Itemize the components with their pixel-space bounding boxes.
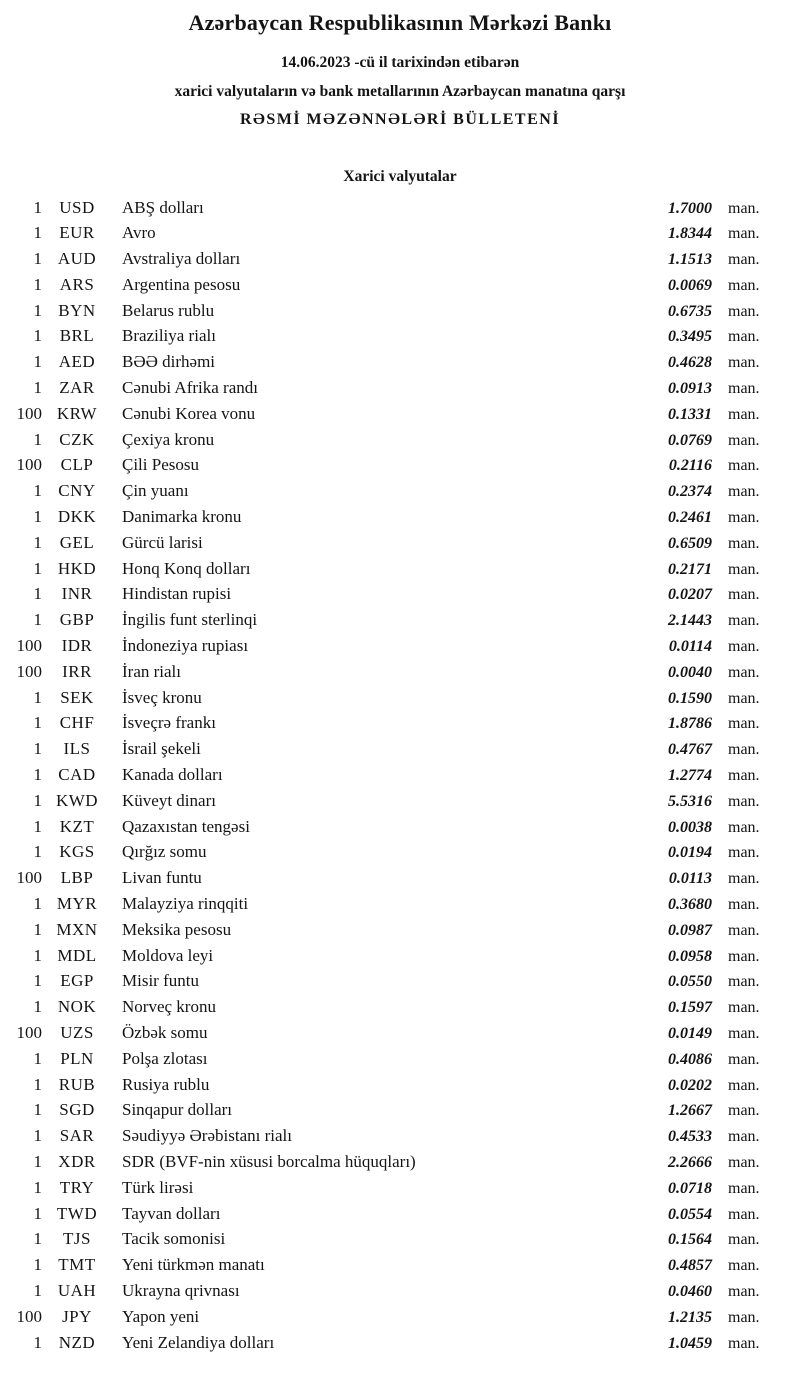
currency-name-cell: BƏƏ dirhəmi (122, 352, 216, 372)
unit-cell: man. (728, 1257, 760, 1275)
quantity-cell: 1 (33, 326, 42, 346)
currency-name-cell: Ukrayna qrivnası (122, 1280, 240, 1300)
rate-row (0, 842, 800, 868)
currency-code-cell: ZAR (59, 378, 95, 398)
currency-name-cell: Çin yuanı (122, 481, 189, 501)
unit-cell: man. (728, 689, 760, 707)
currency-code-cell: UAH (57, 1280, 97, 1300)
currency-name-cell: Qırğız somu (122, 842, 207, 862)
rate-row (0, 1178, 800, 1204)
currency-name-cell: Səudiyyə Ərəbistanı rialı (122, 1126, 292, 1146)
rate-value-cell: 0.0554 (668, 1205, 712, 1223)
rate-row (0, 533, 800, 559)
unit-cell: man. (728, 276, 760, 294)
currency-code-cell: ARS (59, 274, 95, 294)
quantity-cell: 1 (33, 1332, 42, 1352)
quantity-cell: 100 (16, 1306, 42, 1326)
rate-row (0, 946, 800, 972)
currency-code-cell: KZT (59, 816, 95, 836)
unit-cell: man. (728, 560, 760, 578)
rate-value-cell: 0.1331 (668, 405, 712, 423)
unit-cell: man. (728, 251, 760, 269)
currency-code-cell: INR (61, 584, 93, 604)
rate-row (0, 1100, 800, 1126)
currency-name-cell: Yapon yeni (122, 1306, 200, 1326)
quantity-cell: 100 (16, 1023, 42, 1042)
unit-cell: man. (728, 767, 760, 785)
rate-value-cell: 0.0460 (668, 1282, 712, 1300)
quantity-cell: 1 (33, 997, 42, 1017)
currency-name-cell: Özbək somu (122, 1023, 208, 1042)
currency-code-cell: KWD (55, 790, 99, 810)
unit-cell: man. (728, 1231, 760, 1249)
quantity-cell: 1 (33, 481, 42, 501)
unit-cell: man. (728, 1153, 760, 1171)
currency-name-cell: Moldova leyi (122, 945, 214, 965)
rate-row (0, 584, 800, 610)
currency-name-cell: Honq Konq dolları (122, 558, 251, 578)
rate-value-cell: 1.7000 (668, 199, 712, 217)
rate-row (0, 1049, 800, 1075)
currency-code-cell: CNY (58, 481, 96, 501)
currency-code-cell: TMT (58, 1255, 96, 1275)
currency-name-cell: Misir funtu (122, 971, 199, 991)
unit-cell: man. (728, 844, 760, 862)
rate-value-cell: 0.4767 (668, 741, 712, 759)
currency-code-cell: TJS (63, 1229, 91, 1249)
unit-cell: man. (728, 586, 760, 604)
quantity-cell: 1 (33, 765, 42, 785)
currency-code-cell: MDL (57, 945, 97, 965)
unit-cell: man. (728, 818, 760, 836)
currency-name-cell: Çili Pesosu (122, 455, 199, 475)
currency-name-cell: Meksika pesosu (122, 919, 232, 939)
unit-cell: man. (728, 1205, 760, 1223)
currency-name-cell: Küveyt dinarı (122, 790, 216, 810)
quantity-cell: 1 (33, 1203, 42, 1223)
quantity-cell: 1 (33, 429, 42, 449)
currency-code-cell: KGS (59, 842, 95, 862)
rate-value-cell: 0.4628 (668, 354, 712, 372)
page-title: Azərbaycan Respublikasının Mərkəzi Bankı (188, 10, 612, 35)
currency-code-cell: RUB (58, 1074, 96, 1094)
bulletin-title-line: RƏSMİ MƏZƏNNƏLƏRİ BÜLLETENİ (239, 111, 561, 128)
unit-cell: man. (728, 1025, 760, 1042)
quantity-cell: 1 (33, 816, 42, 836)
unit-cell: man. (728, 947, 760, 965)
quantity-cell: 1 (33, 249, 42, 269)
currency-name-cell: Avstraliya dolları (122, 249, 241, 269)
currency-name-cell: İndoneziya rupiası (122, 636, 249, 656)
rate-row (0, 713, 800, 739)
rate-value-cell: 0.0718 (668, 1179, 712, 1197)
quantity-cell: 1 (33, 274, 42, 294)
currency-name-cell: Rusiya rublu (122, 1074, 210, 1094)
currency-code-cell: AED (58, 352, 96, 372)
rate-row (0, 1333, 800, 1359)
currency-code-cell: GBP (59, 610, 95, 630)
rate-row (0, 301, 800, 327)
unit-cell: man. (728, 354, 760, 372)
quantity-cell: 1 (33, 197, 42, 217)
rate-row (0, 1229, 800, 1255)
scope-line: xarici valyutaların və bank metallarının Azərbaycan manatına qarşı (174, 82, 626, 100)
rate-row (0, 1152, 800, 1178)
unit-cell: man. (728, 302, 760, 320)
currency-name-cell: Braziliya rialı (122, 326, 216, 346)
rate-value-cell: 0.0194 (668, 844, 712, 862)
quantity-cell: 100 (16, 868, 42, 888)
unit-cell: man. (728, 1308, 760, 1326)
currency-name-cell: İngilis funt sterlinqi (122, 610, 258, 630)
currency-code-cell: MXN (56, 919, 98, 939)
currency-code-cell: CLP (60, 455, 94, 475)
rate-value-cell: 1.1513 (668, 251, 712, 269)
rate-row (0, 1307, 800, 1333)
currency-name-cell: Livan funtu (122, 868, 202, 888)
rate-row (0, 868, 800, 894)
quantity-cell: 1 (33, 945, 42, 965)
rate-row (0, 249, 800, 275)
unit-cell: man. (728, 431, 760, 449)
unit-cell: man. (728, 328, 760, 346)
rate-value-cell: 0.4533 (668, 1128, 712, 1146)
currency-name-cell: Belarus rublu (122, 300, 215, 320)
unit-cell: man. (728, 973, 760, 991)
rate-row (0, 997, 800, 1023)
currency-name-cell: Tacik somonisi (122, 1229, 226, 1249)
quantity-cell: 1 (33, 610, 42, 630)
currency-name-cell: İsveçrə frankı (122, 713, 216, 733)
currency-code-cell: BRL (59, 326, 95, 346)
quantity-cell: 1 (33, 300, 42, 320)
unit-cell: man. (728, 1076, 760, 1094)
quantity-cell: 1 (33, 223, 42, 243)
rate-row (0, 688, 800, 714)
rate-row (0, 198, 800, 224)
unit-cell: man. (728, 999, 760, 1017)
rate-row (0, 791, 800, 817)
unit-cell: man. (728, 1282, 760, 1300)
rate-row (0, 1281, 800, 1307)
document-header (0, 10, 800, 135)
currency-code-cell: IDR (61, 636, 93, 656)
rate-row (0, 1126, 800, 1152)
quantity-cell: 1 (33, 919, 42, 939)
quantity-cell: 1 (33, 687, 42, 707)
currency-code-cell: UZS (60, 1023, 94, 1042)
rate-row (0, 326, 800, 352)
currency-code-cell: LBP (60, 868, 94, 888)
rate-row (0, 817, 800, 843)
currency-name-cell: Qazaxıstan tengəsi (122, 816, 250, 836)
rate-row (0, 662, 800, 688)
currency-code-cell: HKD (57, 558, 97, 578)
unit-cell: man. (728, 405, 760, 423)
currency-code-cell: SEK (60, 687, 94, 707)
unit-cell: man. (728, 457, 760, 475)
rate-row (0, 507, 800, 533)
unit-cell: man. (728, 715, 760, 733)
currency-code-cell: MYR (56, 894, 98, 914)
quantity-cell: 100 (16, 661, 42, 681)
quantity-cell: 1 (33, 532, 42, 552)
unit-cell: man. (728, 483, 760, 501)
rate-value-cell: 0.0040 (668, 663, 712, 681)
rates-table (0, 198, 800, 1359)
rate-row (0, 1255, 800, 1281)
quantity-cell: 1 (33, 1100, 42, 1120)
quantity-cell: 1 (33, 1229, 42, 1249)
unit-cell: man. (728, 792, 760, 810)
currency-code-cell: IRR (62, 661, 92, 681)
rate-value-cell: 1.8786 (668, 715, 712, 733)
unit-cell: man. (728, 1334, 760, 1352)
date-line: 14.06.2023 -cü il tarixindən etibarən (280, 54, 520, 71)
rate-value-cell: 0.0958 (668, 947, 712, 965)
rate-value-cell: 1.2774 (668, 767, 712, 785)
currency-code-cell: DKK (57, 507, 97, 527)
rate-value-cell: 0.0913 (668, 380, 712, 398)
currency-name-cell: Argentina pesosu (122, 274, 241, 294)
unit-cell: man. (728, 225, 760, 243)
rate-value-cell: 0.1590 (668, 689, 712, 707)
rate-value-cell: 1.2667 (668, 1102, 712, 1120)
quantity-cell: 1 (33, 790, 42, 810)
rate-value-cell: 0.4857 (668, 1257, 712, 1275)
rate-value-cell: 2.2666 (668, 1153, 712, 1171)
rate-row (0, 223, 800, 249)
unit-cell: man. (728, 638, 760, 656)
rate-row (0, 971, 800, 997)
unit-cell: man. (728, 921, 760, 939)
currency-name-cell: İsrail şekeli (122, 739, 201, 759)
rate-value-cell: 0.3495 (668, 328, 712, 346)
unit-cell: man. (728, 1128, 760, 1146)
unit-cell: man. (728, 612, 760, 630)
rate-value-cell: 0.2116 (668, 457, 712, 475)
rate-value-cell: 0.0202 (668, 1076, 712, 1094)
quantity-cell: 1 (33, 1255, 42, 1275)
currency-name-cell: Yeni Zelandiya dolları (122, 1332, 275, 1352)
currency-code-cell: ILS (63, 739, 91, 759)
currency-code-cell: EUR (59, 223, 95, 243)
quantity-cell: 1 (33, 739, 42, 759)
quantity-cell: 1 (33, 1126, 42, 1146)
rate-value-cell: 0.0114 (668, 638, 712, 656)
rate-value-cell: 0.6735 (668, 302, 712, 320)
currency-name-cell: Kanada dolları (122, 765, 223, 785)
currency-name-cell: İran rialı (122, 661, 181, 681)
rate-row (0, 352, 800, 378)
currency-name-cell: İsveç kronu (122, 687, 202, 707)
quantity-cell: 1 (33, 507, 42, 527)
currency-code-cell: NOK (57, 997, 97, 1017)
rate-value-cell: 0.1597 (668, 999, 712, 1017)
quantity-cell: 1 (33, 558, 42, 578)
rate-row (0, 636, 800, 662)
quantity-cell: 1 (33, 842, 42, 862)
rate-value-cell: 0.1564 (668, 1231, 712, 1249)
rate-value-cell: 1.0459 (668, 1334, 712, 1352)
unit-cell: man. (728, 1179, 760, 1197)
rate-value-cell: 0.0069 (668, 276, 712, 294)
rate-value-cell: 1.2135 (668, 1308, 712, 1326)
quantity-cell: 1 (33, 713, 42, 733)
currency-name-cell: Polşa zlotası (122, 1048, 208, 1068)
currency-code-cell: GEL (59, 532, 95, 552)
rate-row (0, 404, 800, 430)
currency-name-cell: Cənubi Korea vonu (122, 403, 256, 423)
currency-code-cell: PLN (60, 1048, 94, 1068)
rate-row (0, 1075, 800, 1101)
unit-cell: man. (728, 380, 760, 398)
currency-name-cell: Çexiya kronu (122, 429, 215, 449)
rate-value-cell: 0.0550 (668, 973, 712, 991)
currency-code-cell: SGD (59, 1100, 95, 1120)
currency-code-cell: EGP (60, 971, 94, 991)
currency-name-cell: Norveç kronu (122, 997, 216, 1017)
currency-code-cell: KRW (56, 403, 98, 423)
rate-value-cell: 0.0987 (668, 921, 712, 939)
quantity-cell: 1 (33, 1280, 42, 1300)
rate-value-cell: 0.0207 (668, 586, 712, 604)
unit-cell: man. (728, 870, 760, 888)
rate-row (0, 739, 800, 765)
unit-cell: man. (728, 663, 760, 681)
currency-code-cell: XDR (58, 1151, 96, 1171)
rate-value-cell: 0.0149 (668, 1025, 712, 1042)
unit-cell: man. (728, 534, 760, 552)
rate-value-cell: 0.0769 (668, 431, 712, 449)
currency-name-cell: Yeni türkmən manatı (122, 1255, 265, 1275)
unit-cell: man. (728, 896, 760, 914)
currency-name-cell: Hindistan rupisi (122, 584, 232, 604)
rate-row (0, 610, 800, 636)
rate-value-cell: 0.3680 (668, 896, 712, 914)
quantity-cell: 1 (33, 378, 42, 398)
currency-name-cell: Tayvan dolları (122, 1203, 221, 1223)
rate-value-cell: 2.1443 (668, 612, 712, 630)
rate-row (0, 378, 800, 404)
rate-value-cell: 1.8344 (668, 225, 712, 243)
currency-name-cell: ABŞ dolları (122, 197, 204, 217)
currency-name-cell: Danimarka kronu (122, 507, 242, 527)
quantity-cell: 100 (16, 455, 42, 475)
unit-cell: man. (728, 1050, 760, 1068)
currency-code-cell: NZD (58, 1332, 96, 1352)
rate-row (0, 920, 800, 946)
currency-name-cell: Sinqapur dolları (122, 1100, 233, 1120)
currency-name-cell: Gürcü larisi (122, 532, 203, 552)
unit-cell: man. (728, 199, 760, 217)
quantity-cell: 100 (16, 636, 42, 656)
quantity-cell: 1 (33, 584, 42, 604)
currency-code-cell: CAD (58, 765, 96, 785)
currency-name-cell: Avro (122, 223, 156, 243)
quantity-cell: 1 (33, 971, 42, 991)
quantity-cell: 1 (33, 1177, 42, 1197)
unit-cell: man. (728, 741, 760, 759)
section-title: Xarici valyutalar (343, 167, 457, 185)
currency-name-cell: Malayziya rinqqiti (122, 894, 249, 914)
rate-row (0, 894, 800, 920)
quantity-cell: 1 (33, 1151, 42, 1171)
quantity-cell: 1 (33, 1074, 42, 1094)
currency-code-cell: JPY (62, 1306, 92, 1326)
rate-value-cell: 0.2461 (668, 509, 712, 527)
rate-row (0, 455, 800, 481)
rate-value-cell: 0.6509 (668, 534, 712, 552)
quantity-cell: 1 (33, 352, 42, 372)
quantity-cell: 100 (16, 403, 42, 423)
currency-name-cell: Cənubi Afrika randı (122, 378, 258, 398)
currency-code-cell: TRY (59, 1177, 95, 1197)
rate-row (0, 481, 800, 507)
currency-code-cell: AUD (57, 249, 97, 269)
rate-row (0, 559, 800, 585)
currency-name-cell: SDR (BVF-nin xüsusi borcalma hüquqları) (122, 1151, 416, 1171)
unit-cell: man. (728, 509, 760, 527)
rate-value-cell: 5.5316 (668, 792, 712, 810)
rate-row (0, 275, 800, 301)
rate-row (0, 765, 800, 791)
rate-row (0, 1023, 800, 1049)
currency-code-cell: CHF (59, 713, 95, 733)
currency-code-cell: USD (59, 197, 95, 217)
rate-row (0, 430, 800, 456)
unit-cell: man. (728, 1102, 760, 1120)
rate-row (0, 1204, 800, 1230)
currency-code-cell: CZK (59, 429, 95, 449)
currency-code-cell: SAR (59, 1126, 95, 1146)
rate-value-cell: 0.4086 (668, 1050, 712, 1068)
rate-value-cell: 0.2374 (668, 483, 712, 501)
currency-code-cell: TWD (56, 1203, 98, 1223)
currency-name-cell: Türk lirəsi (122, 1177, 194, 1197)
currency-code-cell: BYN (58, 300, 96, 320)
rate-value-cell: 0.2171 (668, 560, 712, 578)
rate-value-cell: 0.0113 (668, 870, 712, 888)
rate-value-cell: 0.0038 (668, 818, 712, 836)
quantity-cell: 1 (33, 894, 42, 914)
quantity-cell: 1 (33, 1048, 42, 1068)
